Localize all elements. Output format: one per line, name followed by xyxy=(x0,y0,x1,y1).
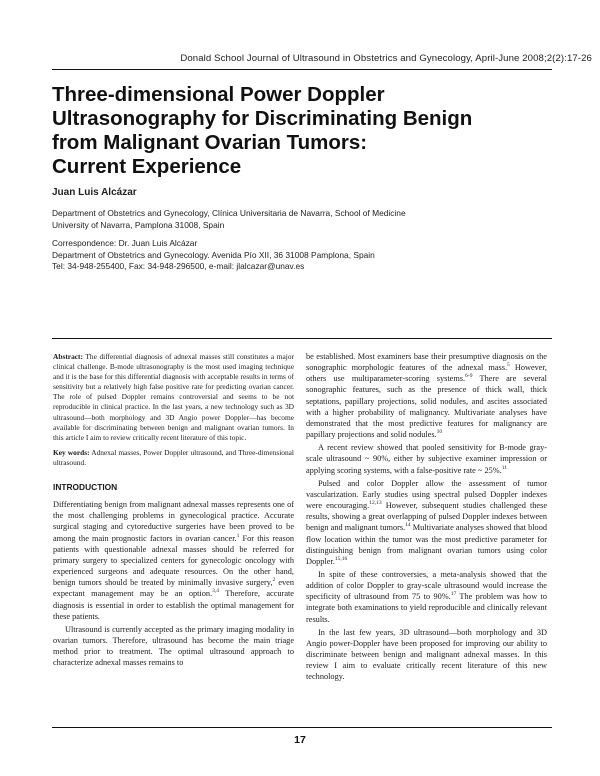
paragraph: Pulsed and color Doppler allow the assessment of tumor vascularization. Early studies using spectral pulsed Doppler indexes were encouraging.$^{12,13}$ However, subsequent studies challenged these results, showing a great overlapping of pulsed Doppler indexes between benign and malignant tumors.$^{14}$ Multivariate analyses showed that blood flow location within the tumor was the most predictive parameter for distinguishing benign from malignant ovarian tumors using color Doppler.$^{15,16}$ xyxy=(306,478,547,566)
title-line: from Malignant Ovarian Tumors: xyxy=(52,131,368,154)
affiliation xyxy=(52,208,572,231)
correspondence-line: Tel: 34-948-255400, Fax: 34-948-296500, e-mail: jlalcazar@unav.es xyxy=(52,261,305,271)
left-column xyxy=(53,352,294,668)
citation-ref: 15,16 xyxy=(334,556,348,563)
title-line: Current Experience xyxy=(52,155,242,178)
abstract-label: Abstract: xyxy=(53,352,83,361)
affiliation-line: Department of Obstetrics and Gynecology, Clínica Universitaria de Navarra, School of Medicine xyxy=(52,208,406,218)
citation-ref: 14 xyxy=(405,522,411,529)
correspondence-line: Department of Obstetrics and Gynecology. Avenida Pío XII, 36 31008 Pamplona, Spain xyxy=(52,249,375,260)
right-column xyxy=(306,351,547,683)
correspondence-line: Correspondence: Dr. Juan Luis Alcázar xyxy=(52,238,198,248)
title-line: Three-dimensional Power Doppler xyxy=(52,83,385,106)
paragraph: In spite of these controversies, a meta-analysis showed that the addition of color Doppler to gray-scale ultrasound would increase the specificity of ultrasound from 75 to 90%.$^{17}$ The problem was how to integrate both examinations to yield reproducible and clinically relevant results. xyxy=(306,569,547,624)
section-heading-introduction: INTRODUCTION xyxy=(53,482,118,493)
paragraph: Differentiating benign from malignant adnexal masses represents one of the most challenging problems in gynecological practice. Accurate surgical staging and cytoreductive surgeries have been proved to be among the main prognostic factors in ovarian cancer.$^1$ For this reason patients with questionable adnexal masses should be referred for primary surgery to specialized centers for gynecologic oncology with experienced surgeons and adequate resources. On the other hand, benign tumors should be treated by minimally invasive surgery,$^2$ even expectant management may be an option.$^{3,4}$ Therefore, accurate diagnosis is essential in order to establish the optimal management for these patients. xyxy=(53,500,294,621)
journal-citation: Donald School Journal of Ultrasound in Obstetrics and Gynecology, April-June 2008;2(2):17-26 xyxy=(180,53,592,64)
citation-ref: 17 xyxy=(450,591,457,598)
paragraph: A recent review showed that pooled sensitivity for B-mode gray-scale ultrasound ~ 90%, either by subjective examiner impression or applying scoring systems, with a false-positive rate ~ 25%.$^{11}$ xyxy=(306,443,547,475)
title-line: Ultrasonography for Discriminating Benign xyxy=(52,107,473,130)
abstract-text: The differential diagnosis of adnexal masses still constitutes a major clinical challenge. B-mode ultrasonography is the most used imaging technique and it is the base for this differential diagnosis with acceptable results in terms of sensitivity but a relatively high false positive rate for predicting ovarian cancer. The role of pulsed Doppler remains controversial and seems to be not reproducible in clinical practice. In the last years, a new technology such as 3D ultrasound—both morphology and 3D Angio power Doppler—has become available for discriminating between benign and malignant ovarian tumors. In this article I aim to review critically recent literature of this topic. xyxy=(53,352,294,442)
citation-ref: 5 xyxy=(507,362,510,369)
page-number: 17 xyxy=(294,734,306,746)
citation-ref: 1 xyxy=(236,532,240,539)
citation-ref: 2 xyxy=(272,577,276,584)
article-title xyxy=(52,83,572,179)
paragraph: Ultrasound is currently accepted as the primary imaging modality in ovarian tumors. Therefore, ultrasound has become the main triage method prior to treatment. The optimal ultrasound approach to characterize adnexal masses remains to xyxy=(53,624,294,668)
citation-ref: 10 xyxy=(436,429,443,436)
citation-ref: 12,13 xyxy=(369,500,382,507)
citation-ref: 11 xyxy=(501,464,508,471)
citation-ref: 6-9 xyxy=(465,373,473,380)
header-rule xyxy=(52,69,552,70)
keywords-label: Key words: xyxy=(53,447,90,457)
keywords xyxy=(53,448,294,468)
correspondence xyxy=(52,238,572,273)
paragraph: be established. Most examiners base their presumptive diagnosis on the sonographic morphologic features of the adnexal mass.$^5$ However, others use multiparameter-scoring systems.$^{6-9}$ There are several sonographic features, such as the presence of thick wall, thick septations, papillary projections, solid nodules, and ascites associated with a higher probability of malignancy. Multivariate analyses have demonstrated that the most predictive features for malignancy are papillary projections and solid nodules.$^{10}$ xyxy=(306,352,547,440)
section-rule xyxy=(52,338,552,339)
citation-ref: 3,4 xyxy=(212,588,220,595)
abstract xyxy=(53,352,294,443)
author-name: Juan Luis Alcázar xyxy=(52,187,137,198)
footer-rule xyxy=(52,727,552,728)
keywords-text: Adnexal masses, Power Doppler ultrasound, and Three-dimensional ultrasound. xyxy=(53,447,294,467)
paragraph: In the last few years, 3D ultrasound—both morphology and 3D Angio power-Doppler have been proposed for improving our ability to discriminate between benign and malignant adnexal masses. In this review I aim to evaluate critically recent literature of this new technology. xyxy=(306,627,547,682)
affiliation-line: University of Navarra, Pamplona 31008, Spain xyxy=(52,219,225,230)
